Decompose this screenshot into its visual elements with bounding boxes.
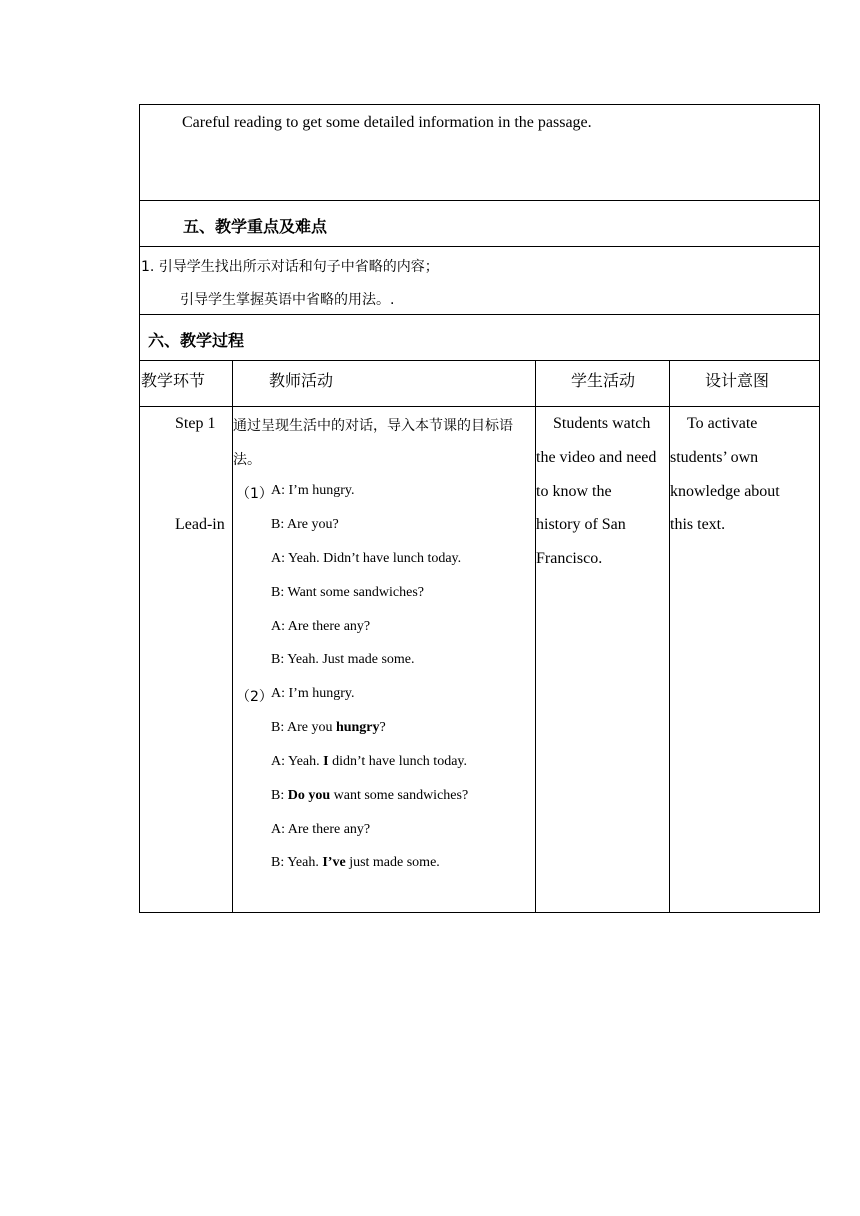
student-activity-line: to know the [536, 483, 612, 500]
dialogue2-line: A: Yeah. I didn’t have lunch today. [271, 754, 467, 769]
row-divider [140, 246, 819, 247]
dialogue1-line: A: Yeah. Didn’t have lunch today. [271, 551, 462, 566]
dialogue1-line: A: I’m hungry. [271, 483, 355, 498]
student-activity-line: the video and need [536, 449, 657, 466]
header-design-intent: 设计意图 [705, 371, 770, 390]
row-divider [140, 314, 819, 315]
design-intent-line: knowledge about [670, 483, 780, 500]
dialogue1-line: B: Are you? [271, 517, 339, 532]
dialogue1-line: B: Want some sandwiches? [271, 585, 424, 600]
student-activity-line: Students watch [553, 415, 651, 432]
header-student-activity: 学生活动 [571, 371, 636, 390]
row-divider [140, 406, 819, 407]
column-divider [669, 360, 670, 913]
column-divider [232, 360, 233, 913]
dialogue2-line: B: Are you hungry? [271, 720, 386, 735]
teacher-intro-line1: 通过呈现生活中的对话，导入本节课的目标语 [233, 418, 513, 434]
teacher-intro-line2: 法。 [233, 452, 261, 468]
section5-line1: 1. 引导学生找出所示对话和句子中省略的内容； [141, 259, 439, 275]
step-title: Lead-in [175, 516, 225, 533]
dialogue2-line: A: Are there any? [271, 822, 371, 837]
dialogue1-line: B: Yeah. Just made some. [271, 652, 415, 667]
dialogue2-line: B: Do you want some sandwiches? [271, 788, 469, 803]
student-activity-line: Francisco. [536, 550, 603, 567]
header-stage: 教学环节 [141, 371, 206, 390]
dialogue2-label: （2） [236, 689, 273, 705]
section5-heading: 五、教学重点及难点 [183, 217, 328, 236]
student-activity-line: history of San [536, 516, 626, 533]
section6-heading: 六、教学过程 [148, 331, 245, 350]
row-divider [140, 360, 819, 361]
dialogue1-line: A: Are there any? [271, 619, 371, 634]
column-divider [535, 360, 536, 913]
section5-line2: 引导学生掌握英语中省略的用法。. [180, 292, 395, 308]
dialogue2-line: B: Yeah. I’ve just made some. [271, 855, 440, 870]
objective-text: Careful reading to get some detailed information in the passage. [182, 114, 592, 131]
header-teacher-activity: 教师活动 [269, 371, 334, 390]
row-divider [140, 200, 819, 201]
dialogue1-label: （1） [236, 486, 273, 502]
design-intent-line: this text. [670, 516, 726, 533]
dialogue2-line: A: I’m hungry. [271, 686, 355, 701]
design-intent-line: To activate [687, 415, 758, 432]
design-intent-line: students’ own [670, 449, 759, 466]
step-name: Step 1 [175, 415, 216, 432]
